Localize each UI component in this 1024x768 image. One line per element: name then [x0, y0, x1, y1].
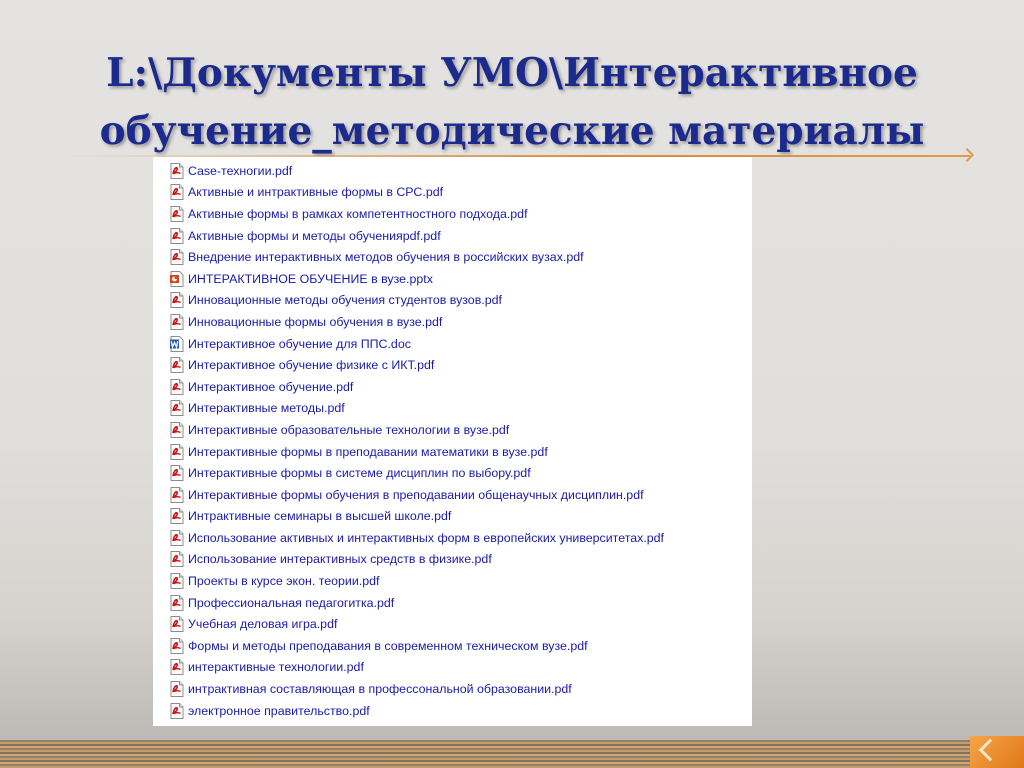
- file-item[interactable]: [153, 290, 752, 312]
- pdf-icon: [170, 400, 184, 416]
- pdf-icon: [170, 616, 184, 632]
- pdf-icon: [170, 228, 184, 244]
- file-item[interactable]: [153, 441, 752, 463]
- file-name: Использование активных и интерактивных форм в европейских университетах.pdf: [188, 530, 664, 545]
- pdf-icon: [170, 314, 184, 330]
- file-item[interactable]: [153, 376, 752, 398]
- file-name: Инновационные формы обучения в вузе.pdf: [188, 314, 443, 329]
- file-name: Активные формы в рамках компетентностного подхода.pdf: [188, 206, 528, 221]
- file-item[interactable]: [153, 700, 752, 722]
- file-item[interactable]: [153, 635, 752, 657]
- file-item[interactable]: [153, 225, 752, 247]
- file-item[interactable]: [153, 613, 752, 635]
- file-name: Интерактивные формы обучения в преподавании общенаучных дисциплин.pdf: [188, 487, 644, 502]
- pptx-icon: [170, 271, 184, 287]
- file-name: электронное правительство.pdf: [188, 703, 370, 718]
- file-name: Case-техногии.pdf: [188, 163, 293, 178]
- file-item[interactable]: [153, 549, 752, 571]
- file-name: Формы и методы преподавания в современном техническом вузе.pdf: [188, 638, 588, 653]
- file-name: интерактивные технологии.pdf: [188, 660, 364, 675]
- pdf-icon: [170, 573, 184, 589]
- file-name: Интерактивное обучение для ППС.doc: [188, 336, 411, 351]
- pdf-icon: [170, 551, 184, 567]
- file-name: Интерактивные методы.pdf: [188, 401, 345, 416]
- file-item[interactable]: [153, 268, 752, 290]
- pdf-icon: [170, 249, 184, 265]
- file-name: Использование интерактивных средств в физике.pdf: [188, 552, 492, 567]
- file-name: интрактивная составляющая в профессональной образовании.pdf: [188, 682, 572, 697]
- pdf-icon: [170, 530, 184, 546]
- pdf-icon: [170, 638, 184, 654]
- pdf-icon: [170, 595, 184, 611]
- file-item[interactable]: [153, 678, 752, 700]
- file-name: Интерактивное обучение.pdf: [188, 379, 354, 394]
- file-name: Интерактивные формы в преподавании математики в вузе.pdf: [188, 444, 548, 459]
- pdf-icon: [170, 465, 184, 481]
- file-list: [153, 157, 752, 726]
- file-item[interactable]: [153, 657, 752, 679]
- file-item[interactable]: [153, 592, 752, 614]
- pdf-icon: [170, 292, 184, 308]
- file-item[interactable]: [153, 484, 752, 506]
- slide-title-line-2: обучение_методические материалы: [99, 108, 925, 154]
- file-item[interactable]: [153, 246, 752, 268]
- slide-title: [0, 44, 1024, 160]
- file-item[interactable]: [153, 182, 752, 204]
- pdf-icon: [170, 681, 184, 697]
- file-item[interactable]: [153, 462, 752, 484]
- pdf-icon: [170, 703, 184, 719]
- file-item[interactable]: [153, 354, 752, 376]
- file-item[interactable]: [153, 398, 752, 420]
- file-name: Активные и интрактивные формы в СРС.pdf: [188, 185, 444, 200]
- file-item[interactable]: [153, 570, 752, 592]
- pdf-icon: [170, 487, 184, 503]
- slide-title-line-1: L:\Документы УМО\Интерактивное: [106, 50, 918, 96]
- pdf-icon: [170, 379, 184, 395]
- file-item[interactable]: [153, 203, 752, 225]
- file-name: Учебная деловая игра.pdf: [188, 617, 338, 632]
- file-name: ИНТЕРАКТИВНОЕ ОБУЧЕНИЕ в вузе.pptx: [188, 271, 433, 286]
- file-item[interactable]: [153, 160, 752, 182]
- pdf-icon: [170, 163, 184, 179]
- file-name: Проекты в курсе экон. теории.pdf: [188, 574, 380, 589]
- file-name: Активные формы и методы обученияpdf.pdf: [188, 228, 441, 243]
- pdf-icon: [170, 357, 184, 373]
- file-item[interactable]: [153, 333, 752, 355]
- file-name: Интерактивные формы в системе дисциплин по выбору.pdf: [188, 466, 531, 481]
- doc-icon: [170, 336, 184, 352]
- file-name: Профессиональная педагогитка.pdf: [188, 595, 395, 610]
- file-item[interactable]: [153, 506, 752, 528]
- file-name: Интрактивные семинары в высшей школе.pdf: [188, 509, 452, 524]
- pdf-icon: [170, 659, 184, 675]
- file-item[interactable]: [153, 527, 752, 549]
- file-name: Интерактивное обучение физике с ИКТ.pdf: [188, 358, 435, 373]
- file-name: Внедрение интерактивных методов обучения в российских вузах.pdf: [188, 250, 584, 265]
- pdf-icon: [170, 206, 184, 222]
- file-item[interactable]: [153, 311, 752, 333]
- file-name: Интерактивные образовательные технологии в вузе.pdf: [188, 422, 510, 437]
- pdf-icon: [170, 508, 184, 524]
- pdf-icon: [170, 444, 184, 460]
- footer-stripes: [0, 740, 1024, 768]
- file-item[interactable]: [153, 419, 752, 441]
- file-name: Инновационные методы обучения студентов вузов.pdf: [188, 293, 502, 308]
- pdf-icon: [170, 422, 184, 438]
- pdf-icon: [170, 184, 184, 200]
